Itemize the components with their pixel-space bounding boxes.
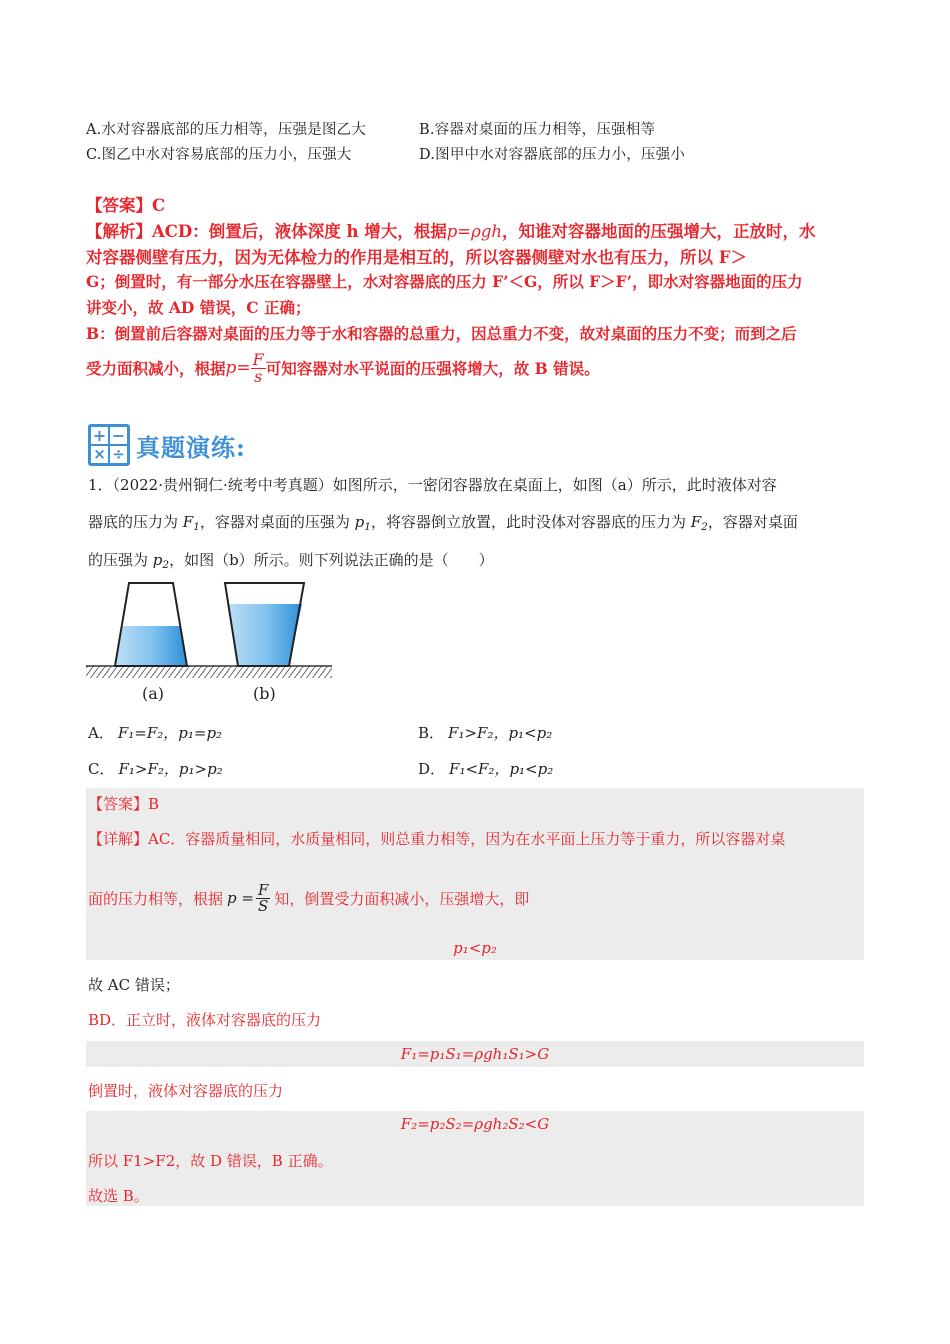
- choice-c: [88, 758, 223, 779]
- section-title: 真题演练:: [136, 433, 246, 462]
- sub-2: 2: [701, 521, 708, 534]
- analysis-line-1: [86, 218, 816, 242]
- fraction-denominator: s: [251, 368, 266, 385]
- sub-2: 2: [162, 559, 170, 572]
- line-conclusion: 所以 F1>F2，故 D 错误，B 正确。: [88, 1152, 333, 1170]
- choice-d: [418, 758, 553, 779]
- choice-text: F₁<F₂，p₁<p₂: [449, 760, 554, 778]
- line-final-choice: 故选 B。: [88, 1187, 149, 1205]
- water-a: [115, 626, 187, 666]
- fraction-numerator: F: [257, 880, 269, 899]
- line-bd: BD．正立时，液体对容器底的压力: [88, 1011, 322, 1029]
- q-text: 的压强为: [88, 551, 153, 569]
- var-F1: F: [182, 513, 194, 531]
- figure-label-b: (b): [253, 684, 276, 703]
- detail-l2a: 面的压力相等，根据: [88, 889, 224, 908]
- analysis-fraction: [251, 349, 266, 386]
- q-text: ，如图（b）所示。则下列说法正确的是（ ）: [169, 551, 494, 569]
- line-ac-wrong: 故 AC 错误；: [88, 976, 180, 994]
- q-text: ，将容器倒立放置，此时没体对容器底的压力为: [370, 513, 691, 531]
- analysis-l6a: 受力面积减小，根据: [86, 359, 226, 378]
- analysis-line-4: 讲变小，故 AD 错误，C 正确；: [86, 298, 311, 317]
- plus-icon: +: [92, 426, 107, 445]
- prev-answer: 【答案】C: [86, 196, 166, 215]
- minus-icon: −: [111, 426, 126, 445]
- analysis-line-5: B：倒置前后容器对桌面的压力等于水和容器的总重力，因总重力不变，故对桌面的压力不变；而到之后: [86, 324, 797, 343]
- detail-p: p =: [227, 889, 254, 907]
- question-line-1: 1．（2022·贵州铜仁·统考中考真题）如图所示，一密闭容器放在桌面上，如图（a）所示，此时液体对容: [88, 476, 777, 494]
- var-p2: p: [152, 551, 163, 569]
- sub-1: 1: [193, 521, 200, 534]
- figure-label-a: (a): [142, 684, 165, 703]
- choice-text: F₁=F₂，p₁=p₂: [117, 724, 223, 742]
- ground-hatch: [86, 666, 332, 678]
- analysis-line-6: [86, 348, 600, 388]
- sub-1: 1: [364, 521, 371, 534]
- choice-letter: A．: [88, 724, 114, 742]
- fraction-denominator: S: [256, 898, 270, 914]
- q-text: 器底的压力为: [88, 513, 183, 531]
- detail-fraction: [256, 880, 270, 915]
- fraction-numerator: F: [252, 349, 264, 369]
- choice-letter: D．: [418, 760, 446, 778]
- analysis-line-3: G；倒置时，有一部分水压在容器壁上，水对容器底的压力 F’＜G，所以 F＞F’，即水对容器地面的压力: [86, 272, 803, 291]
- option-c: C.图乙中水对容易底部的压力小，压强大: [86, 147, 352, 163]
- divide-icon: ÷: [110, 446, 127, 463]
- var-F2: F: [690, 513, 702, 531]
- choice-letter: C．: [88, 760, 115, 778]
- analysis-l6-p: p=: [225, 358, 251, 378]
- analysis-line-2: 对容器侧壁有压力，因为无体检力的作用是相互的，所以容器侧壁对水也有压力，所以 F＞: [86, 248, 747, 267]
- choice-text: F₁>F₂，p₁>p₂: [118, 760, 223, 778]
- detail-line-1: 【详解】AC．容器质量相同，水质量相同，则总重力相等，因为在水平面上压力等于重力，所以容器对桌: [88, 830, 786, 848]
- equation-1: p₁<p₂: [453, 939, 497, 957]
- question-line-3: [88, 549, 494, 571]
- option-b: B.容器对桌面的压力相等，压强相等: [419, 122, 656, 138]
- analysis-l1a: ACD：倒置后，液体深度 h 增大，根据: [152, 222, 447, 241]
- equation-2: F₁=p₁S₁=ρgh₁S₁>G: [400, 1045, 550, 1063]
- option-a: A.水对容器底部的压力相等，压强是图乙大: [86, 122, 367, 138]
- solution-answer: 【答案】B: [88, 795, 160, 813]
- choice-b: [418, 722, 552, 743]
- analysis-l1b: ，知谁对容器地面的压强增大，正放时，水: [502, 222, 816, 241]
- line-inverted: 倒置时，液体对容器底的压力: [88, 1082, 284, 1100]
- container-figure: [86, 580, 336, 710]
- analysis-formula: p=ρgh: [446, 222, 503, 241]
- detail-line-2: [88, 872, 529, 924]
- q-text: ，容器对桌面的压强为: [199, 513, 355, 531]
- q-text: ，容器对桌面: [707, 513, 798, 531]
- analysis-tag: 【解析】: [86, 222, 152, 241]
- calculator-icon: [88, 424, 130, 466]
- equation-3: F₂=p₂S₂=ρgh₂S₂<G: [400, 1115, 550, 1133]
- option-d: D.图甲中水对容器底部的压力小，压强小: [419, 147, 686, 163]
- choice-text: F₁>F₂，p₁<p₂: [448, 724, 553, 742]
- choice-a: [88, 722, 222, 743]
- multiply-icon: ×: [91, 446, 108, 463]
- analysis-l6b: 可知容器对水平说面的压强将增大，故 B 错误。: [265, 359, 600, 378]
- detail-l2b: 知，倒置受力面积减小，压强增大，即: [274, 889, 530, 908]
- choice-letter: B．: [418, 724, 445, 742]
- var-p1: p: [354, 513, 365, 531]
- question-line-2: [88, 511, 798, 533]
